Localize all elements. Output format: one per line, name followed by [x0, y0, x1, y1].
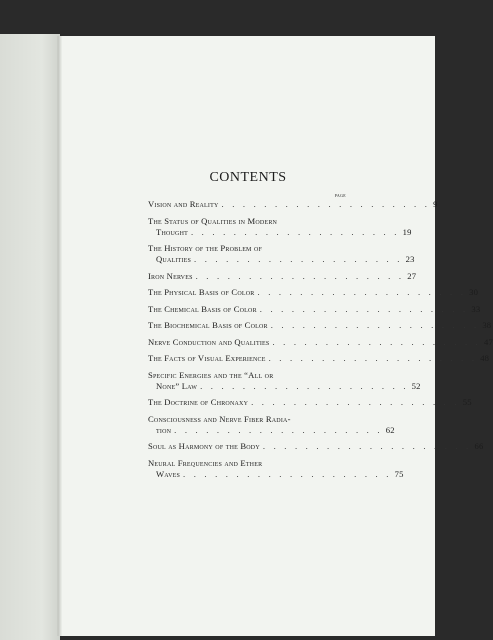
entry-line — [148, 468, 404, 480]
entry-line — [148, 254, 415, 265]
dot-leader: . . . . . . . . . . . . . . . . . . . . — [262, 441, 472, 451]
entry-title: Thought — [156, 226, 188, 237]
contents-entry — [148, 441, 484, 452]
dot-leader: . . . . . . . . . . . . . . . . . . . . — [194, 254, 403, 264]
contents-heading: CONTENTS — [209, 170, 287, 185]
entry-line — [148, 370, 348, 381]
entry-title: tion — [156, 424, 172, 435]
contents-list — [148, 199, 493, 480]
entry-page-number: 30 — [469, 287, 479, 297]
entry-line — [148, 226, 412, 238]
entry-title: The Status of Qualities in Modern — [148, 215, 278, 226]
dot-leader: . . . . . . . . . . . . . . . . . . . . — [251, 397, 460, 407]
entry-title: Vision and Reality — [148, 199, 219, 209]
entry-title: Iron Nerves — [148, 270, 193, 281]
entry-title: Neural Frequencies and Ether — [148, 457, 263, 468]
entry-title: The Physical Basis of Color — [148, 287, 255, 297]
dot-leader: . . . . . . . . . . . . . . . . . . . . — [272, 336, 482, 347]
entry-title: Nerve Conduction and Qualities — [148, 336, 270, 347]
entry-title: The Facts of Visual Experience — [148, 353, 266, 363]
page-gutter — [58, 36, 62, 636]
entry-line — [148, 336, 493, 348]
entry-line — [148, 270, 417, 282]
entry-page-number: 52 — [411, 380, 421, 391]
entry-page-number: 47 — [484, 336, 493, 347]
entry-title: None” Law — [156, 380, 198, 391]
contents-entry — [148, 413, 395, 436]
entry-title: The Doctrine of Chronaxy — [148, 397, 249, 407]
entry-title: Specific Energies and the “All or — [148, 369, 274, 380]
entry-title: The Biochemical Basis of Color — [148, 320, 268, 330]
contents-entry — [148, 457, 404, 480]
contents-entry — [148, 369, 421, 392]
contents-entry — [148, 243, 415, 265]
entry-line — [148, 353, 490, 364]
entry-title: Consciousness and Nerve Fiber Radia- — [148, 413, 291, 424]
entry-page-number: 33 — [471, 303, 481, 314]
dot-leader: . . . . . . . . . . . . . . . . . . . . — [183, 468, 392, 479]
dot-leader: . . . . . . . . . . . . . . . . . . . . — [190, 226, 400, 237]
entry-line — [148, 287, 479, 298]
entry-line — [148, 441, 484, 452]
entry-page-number: 27 — [407, 270, 417, 281]
dot-leader: . . . . . . . . . . . . . . . . . . . . — [259, 303, 469, 314]
entry-line — [148, 414, 348, 425]
entry-title: The History of the Problem of — [148, 243, 263, 253]
contents-entry — [148, 397, 472, 408]
entry-title: Qualities — [156, 254, 192, 264]
entry-line — [148, 458, 348, 469]
dot-leader: . . . . . . . . . . . . . . . . . . . . — [268, 353, 478, 363]
contents-entry — [148, 336, 493, 348]
dot-leader: . . . . . . . . . . . . . . . . . . . . — [270, 320, 480, 330]
entry-page-number: 55 — [462, 397, 472, 407]
entry-line — [148, 320, 492, 331]
entry-page-number: 66 — [474, 441, 484, 451]
dot-leader: . . . . . . . . . . . . . . . . . . . . — [174, 424, 383, 435]
contents-entry — [148, 215, 412, 238]
entry-title: Waves — [156, 468, 181, 479]
entry-page-number: 38 — [482, 320, 492, 330]
contents-entry — [148, 353, 490, 364]
contents-entry — [148, 199, 438, 210]
dot-leader: . . . . . . . . . . . . . . . . . . . . — [195, 270, 405, 281]
dot-leader: . . . . . . . . . . . . . . . . . . . . — [257, 287, 467, 297]
entry-line — [148, 216, 348, 227]
contents-entry — [148, 320, 492, 331]
entry-line — [148, 380, 421, 392]
dot-leader: . . . . . . . . . . . . . . . . . . . . — [200, 380, 409, 391]
entry-page-number: 19 — [402, 226, 412, 237]
entry-title: The Chemical Basis of Color — [148, 303, 257, 314]
entry-line — [148, 424, 395, 436]
entry-line — [148, 243, 348, 254]
entry-page-number: 75 — [394, 468, 404, 479]
table-of-contents — [148, 170, 493, 485]
entry-page-number: 48 — [480, 353, 490, 363]
contents-entry — [148, 270, 417, 282]
entry-line — [148, 397, 472, 408]
contents-entry — [148, 287, 479, 298]
entry-page-number: 23 — [405, 254, 415, 264]
contents-entry — [148, 303, 481, 315]
entry-title: Soul as Harmony of the Body — [148, 441, 260, 451]
entry-line — [148, 199, 438, 210]
dot-leader: . . . . . . . . . . . . . . . . . . . . — [221, 199, 431, 209]
entry-line — [148, 303, 481, 315]
page-column-label: PAGE — [334, 193, 346, 198]
left-page — [0, 34, 60, 640]
entry-page-number: 62 — [385, 424, 395, 435]
entry-page-number: 9 — [433, 199, 438, 209]
